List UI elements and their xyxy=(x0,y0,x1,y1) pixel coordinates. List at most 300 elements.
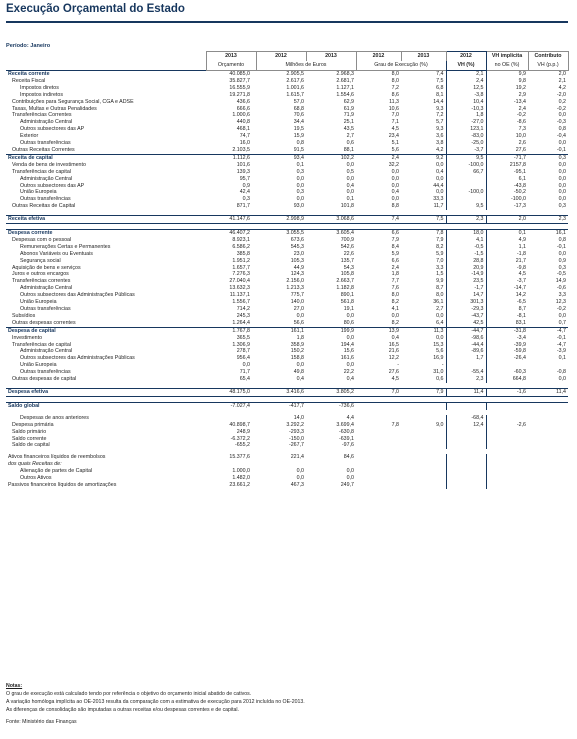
table-row xyxy=(6,429,568,436)
cell-value: 8,0 xyxy=(391,292,399,299)
cell-value xyxy=(528,442,568,449)
cell-value xyxy=(528,402,568,409)
cell-value: 10,0 xyxy=(515,133,526,140)
cell-value: 0,4 xyxy=(346,182,354,189)
cell-value: 57,0 xyxy=(293,98,304,105)
cell-value: 4,5 xyxy=(391,376,399,383)
cell-value: 4,1 xyxy=(391,306,399,312)
cell-value: 561,8 xyxy=(340,299,354,306)
table-row xyxy=(6,436,568,443)
cell-value: 4,9 xyxy=(518,236,526,243)
cell-value: -29,3 xyxy=(446,306,486,313)
cell-value: 3.699,4 xyxy=(336,421,354,428)
cell-value: 102,2 xyxy=(306,154,356,161)
row-label: Taxas, Multas e Outras Penalidades xyxy=(12,105,97,112)
cell-value: 27,0 xyxy=(293,306,304,312)
cell-value: 467,3 xyxy=(290,481,304,488)
cell-value: 14,0 xyxy=(293,414,304,421)
cell-value: 7,3 xyxy=(518,126,526,133)
cell-value xyxy=(528,415,568,422)
cell-value: 8,2 xyxy=(436,243,444,250)
row-label: Receita de capital xyxy=(6,154,206,161)
cell-value: 14,7 xyxy=(446,292,486,299)
cell-value: 2,1 xyxy=(446,71,486,78)
cell-value: 91,5 xyxy=(293,146,304,153)
cell-value: -0,5 xyxy=(446,244,486,251)
cell-value: -10,3 xyxy=(446,106,486,113)
title-rule xyxy=(6,21,568,23)
cell-value: 21,7 xyxy=(515,257,526,264)
cell-value xyxy=(486,429,528,436)
cell-value xyxy=(528,454,568,461)
table-row xyxy=(6,92,568,99)
cell-value: 16,1 xyxy=(528,230,568,237)
cell-value xyxy=(446,461,486,468)
cell-value: 8,4 xyxy=(391,243,399,250)
notes-heading: Notas: xyxy=(6,683,23,689)
cell-value: 11,7 xyxy=(433,203,444,210)
cell-value: 71,9 xyxy=(343,112,354,119)
cell-value: 93,4 xyxy=(256,154,306,161)
row-label: Outras despesas de capital xyxy=(12,376,77,383)
cell-value: 3,3 xyxy=(436,264,444,271)
cell-value: 13,9 xyxy=(356,327,401,334)
cell-value: 2,7 xyxy=(346,133,354,140)
cell-value: 2,0 xyxy=(528,71,568,78)
cell-value: 0,3 xyxy=(296,189,304,196)
table-row xyxy=(6,299,568,306)
cell-value: 0,0 xyxy=(296,175,304,182)
table-row xyxy=(6,71,568,78)
table-row xyxy=(6,313,568,320)
row-label: Saldo global xyxy=(6,402,206,409)
cell-value: - xyxy=(397,362,399,369)
table-row xyxy=(6,251,568,258)
budget-table xyxy=(6,51,569,489)
cell-value: 4,2 xyxy=(436,146,444,153)
cell-value: -14,9 xyxy=(446,271,486,278)
cell-value xyxy=(446,183,486,190)
cell-value: 7,0 xyxy=(356,388,401,396)
table-row xyxy=(6,147,568,154)
cell-value: 0,0 xyxy=(391,168,399,175)
cell-value xyxy=(306,461,356,468)
cell-value: 22,6 xyxy=(343,250,354,257)
cell-value: 9,5 xyxy=(446,154,486,161)
row-label: dos quais Receitas de: xyxy=(8,461,62,468)
cell-value: -0,2 xyxy=(516,112,526,119)
cell-value: 35.827,7 xyxy=(229,77,250,84)
cell-value: 1.767,8 xyxy=(206,327,256,334)
cell-value: 41.147,6 xyxy=(206,216,256,224)
row-label: Transferências de capital xyxy=(12,341,71,348)
cell-value: -293,3 xyxy=(288,428,304,435)
header-col-ge-2013: 2013 xyxy=(401,52,446,62)
table-row xyxy=(6,183,568,190)
cell-value: -6.372,2 xyxy=(230,435,250,442)
cell-value: -98,6 xyxy=(446,335,486,342)
cell-value: -71,7 xyxy=(486,154,528,161)
row-label: Despesa primária xyxy=(12,421,54,428)
table-row xyxy=(6,237,568,244)
cell-value: -89,6 xyxy=(446,348,486,355)
cell-value xyxy=(206,461,256,468)
cell-value: 15,6 xyxy=(343,348,354,355)
cell-value xyxy=(446,475,486,482)
cell-value: 249,7 xyxy=(340,481,354,488)
cell-value: 10,6 xyxy=(388,105,399,112)
cell-value: -4,7 xyxy=(528,327,568,334)
cell-value: 4,4 xyxy=(346,414,354,421)
cell-value: 3.605,4 xyxy=(306,230,356,237)
row-label: Despesa de capital xyxy=(6,327,206,334)
table-row xyxy=(6,176,568,183)
table-row xyxy=(6,454,568,461)
cell-value: 135,7 xyxy=(340,257,354,264)
cell-value: 2,7 xyxy=(436,306,444,312)
cell-value: 93,0 xyxy=(293,203,304,210)
cell-value: -100,0 xyxy=(446,162,486,169)
cell-value: -2,6 xyxy=(516,421,526,428)
table-row xyxy=(6,415,568,422)
cell-value xyxy=(528,468,568,475)
cell-value: 7,9 xyxy=(391,236,399,243)
cell-value: 8,0 xyxy=(356,71,401,78)
cell-value: -8,1 xyxy=(516,312,526,319)
cell-value: 11,3 xyxy=(389,98,399,105)
cell-value: 8,1 xyxy=(436,91,444,98)
cell-value: 0,0 xyxy=(436,312,444,319)
cell-value xyxy=(401,461,446,468)
cell-value: 0,0 xyxy=(346,362,354,369)
cell-value: 9,0 xyxy=(436,421,444,428)
cell-value: 2,6 xyxy=(518,140,526,147)
cell-value xyxy=(356,482,401,489)
cell-value xyxy=(256,461,306,468)
row-label: Transferências de capital xyxy=(12,168,71,175)
cell-value xyxy=(401,436,446,443)
row-label: Outras Receitas Correntes xyxy=(12,146,75,153)
cell-value: 2,4 xyxy=(446,78,486,85)
cell-value: 161,1 xyxy=(256,327,306,334)
cell-value: 1.112,6 xyxy=(206,154,256,161)
cell-value: -43,7 xyxy=(446,313,486,320)
cell-value xyxy=(401,415,446,422)
cell-value: 0,0 xyxy=(436,189,444,196)
cell-value: 6,6 xyxy=(356,230,401,237)
table-row xyxy=(6,292,568,299)
table-row xyxy=(6,468,568,475)
cell-value: 365,5 xyxy=(236,334,250,341)
row-label: Despesa efetiva xyxy=(6,388,206,396)
cell-value: 0,0 xyxy=(436,175,444,182)
cell-value: 7,9 xyxy=(401,388,446,396)
cell-value: 0,6 xyxy=(346,140,354,147)
cell-value: -0,6 xyxy=(556,285,566,292)
cell-value: -655,2 xyxy=(234,442,250,449)
cell-value: 0,0 xyxy=(558,196,566,203)
cell-value: 5,6 xyxy=(391,146,399,153)
cell-value xyxy=(528,436,568,443)
cell-value: 7,2 xyxy=(436,112,444,119)
cell-value xyxy=(486,442,528,449)
cell-value: -0,1 xyxy=(556,243,566,250)
table-row xyxy=(6,376,568,383)
cell-value: 0,9 xyxy=(242,182,250,189)
cell-value: 158,8 xyxy=(290,355,304,362)
cell-value: 8,7 xyxy=(436,285,444,292)
cell-value xyxy=(528,475,568,482)
cell-value: 8,0 xyxy=(436,292,444,299)
cell-value: 0,0 xyxy=(558,250,566,257)
cell-value: 3.068,6 xyxy=(306,216,356,224)
cell-value: 6,8 xyxy=(436,84,444,91)
cell-value: 0,0 xyxy=(346,312,354,319)
cell-value: 0,8 xyxy=(296,140,304,147)
cell-value: 7,5 xyxy=(436,77,444,84)
table-row xyxy=(6,162,568,169)
cell-value: 7,2 xyxy=(391,84,399,91)
cell-value: -0,8 xyxy=(556,369,566,376)
table-row xyxy=(6,320,568,327)
cell-value: 0,0 xyxy=(558,312,566,319)
table-row xyxy=(6,327,568,334)
table-row xyxy=(6,369,568,376)
cell-value xyxy=(486,415,528,422)
table-row xyxy=(6,271,568,278)
cell-value: 3,6 xyxy=(436,133,444,140)
cell-value xyxy=(446,442,486,449)
table-row xyxy=(6,78,568,85)
cell-value xyxy=(486,402,528,409)
cell-value: -25,0 xyxy=(446,140,486,147)
row-label: Contribuições para Segurança Social, CGA e ADSE xyxy=(12,98,134,105)
cell-value: 7.276,3 xyxy=(232,271,250,278)
table-row xyxy=(6,265,568,272)
cell-value: 20,9 xyxy=(446,265,486,272)
cell-value: 19.271,8 xyxy=(229,91,250,98)
cell-value xyxy=(356,436,401,443)
cell-value: 0,0 xyxy=(346,175,354,182)
cell-value: 105,3 xyxy=(290,257,304,264)
cell-value: 27.040,4 xyxy=(229,278,250,285)
cell-value xyxy=(401,468,446,475)
cell-value: 0,4 xyxy=(391,189,399,196)
cell-value: -3,9 xyxy=(556,348,566,355)
cell-value: 1.306,9 xyxy=(232,341,250,348)
table-row xyxy=(6,140,568,147)
cell-value: -59,8 xyxy=(513,348,526,355)
cell-value: 0,3 xyxy=(296,168,304,175)
cell-value: 0,0 xyxy=(558,112,566,119)
header-col-2012: 2012 xyxy=(256,52,306,62)
cell-value: 1.951,2 xyxy=(232,257,250,264)
row-label: Receita corrente xyxy=(6,71,206,78)
cell-value: -6,5 xyxy=(516,299,526,306)
cell-value xyxy=(356,461,401,468)
cell-value: 1,8 xyxy=(296,334,304,341)
cell-value: 14,9 xyxy=(555,278,566,285)
cell-value: 0,3 xyxy=(558,203,566,210)
cell-value: 68,8 xyxy=(293,105,304,112)
cell-value: 12,5 xyxy=(446,85,486,92)
cell-value: 1.657,7 xyxy=(232,264,250,271)
cell-value: 8,2 xyxy=(391,319,399,326)
cell-value: 15,3 xyxy=(433,341,444,348)
cell-value: 1.127,1 xyxy=(336,84,354,91)
cell-value: 16,5 xyxy=(388,341,399,348)
cell-value: 6,4 xyxy=(436,319,444,326)
cell-value: 0,8 xyxy=(558,126,566,133)
cell-value: 3,8 xyxy=(436,140,444,147)
cell-value: -13,4 xyxy=(513,98,526,105)
cell-value: -417,7 xyxy=(256,402,306,409)
cell-value: 0,1 xyxy=(346,196,354,203)
cell-value: 0,9 xyxy=(558,257,566,264)
cell-value: 23,0 xyxy=(293,250,304,257)
cell-value: 18,0 xyxy=(446,230,486,237)
cell-value: 1.554,6 xyxy=(336,91,354,98)
row-label: União Europeia xyxy=(20,299,57,306)
cell-value: 80,6 xyxy=(343,319,354,326)
cell-value: 123,1 xyxy=(446,126,486,133)
cell-value: 15,9 xyxy=(293,133,304,140)
cell-value: 11,3 xyxy=(401,327,446,334)
cell-value: 1,8 xyxy=(391,271,399,278)
cell-value: 14,2 xyxy=(515,292,526,299)
cell-value: 3.805,2 xyxy=(306,388,356,396)
cell-value: 12,4 xyxy=(446,422,486,429)
table-row xyxy=(6,154,568,161)
cell-value: 161,6 xyxy=(340,355,354,362)
cell-value: -100,0 xyxy=(510,196,526,203)
row-label: Administração Central xyxy=(20,119,73,126)
cell-value: 2,3 xyxy=(446,216,486,224)
cell-value: 62,9 xyxy=(343,98,354,105)
row-label: Subsídios xyxy=(12,312,36,319)
table-row xyxy=(6,482,568,489)
cell-value: 5,7 xyxy=(436,119,444,126)
cell-value: 8,0 xyxy=(391,77,399,84)
cell-value: 11,4 xyxy=(528,388,568,396)
source-line: Fonte: Ministério das Finanças xyxy=(6,719,77,725)
cell-value xyxy=(486,436,528,443)
row-label: Juros e outros encargos xyxy=(12,271,69,278)
cell-value: 0,0 xyxy=(436,161,444,168)
header-col-contributo: Contributo xyxy=(528,52,568,62)
row-label: Transferências Correntes xyxy=(12,112,72,119)
cell-value xyxy=(446,482,486,489)
cell-value: 0,1 xyxy=(296,161,304,168)
cell-value: 0,4 xyxy=(391,334,399,341)
cell-value: 101,6 xyxy=(236,161,250,168)
cell-value: 0,0 xyxy=(346,161,354,168)
cell-value: 61,9 xyxy=(343,105,354,112)
cell-value: -31,8 xyxy=(486,327,528,334)
cell-value xyxy=(401,454,446,461)
cell-value: 1.482,0 xyxy=(232,475,250,482)
cell-value: 1.213,3 xyxy=(286,285,304,292)
cell-value: 0,8 xyxy=(558,236,566,243)
cell-value: -267,7 xyxy=(288,442,304,449)
cell-value: 9,8 xyxy=(518,77,526,84)
cell-value xyxy=(446,402,486,409)
cell-value: 36,1 xyxy=(433,299,444,306)
table-row xyxy=(6,355,568,362)
cell-value: 2.968,3 xyxy=(306,71,356,78)
cell-value: 1,7 xyxy=(446,355,486,362)
row-label: Outras despesas correntes xyxy=(12,319,76,326)
cell-value: 40.085,0 xyxy=(206,71,256,78)
cell-value: 0,0 xyxy=(296,312,304,319)
cell-value: 33,3 xyxy=(433,196,444,203)
cell-value: 2.905,5 xyxy=(256,71,306,78)
row-label: Impostos indiretos xyxy=(20,91,63,98)
cell-value: 6,1 xyxy=(518,175,526,182)
row-label: Ativos financeiros líquidos de reembolsos xyxy=(8,454,106,461)
cell-value: 4,5 xyxy=(518,271,526,278)
cell-value: -50,2 xyxy=(513,189,526,196)
cell-value: -95,1 xyxy=(513,168,526,175)
cell-value xyxy=(486,454,528,461)
cell-value: 2,4 xyxy=(518,105,526,112)
table-row xyxy=(6,106,568,113)
note-line: As diferenças de consolidação são imputadas a outras receitas e/ou despesas correntes e de capital. xyxy=(6,707,239,713)
cell-value: 2.156,0 xyxy=(286,278,304,285)
cell-value: 666,6 xyxy=(236,105,250,112)
cell-value xyxy=(446,454,486,461)
cell-value: 0,0 xyxy=(558,189,566,196)
cell-value: 0,0 xyxy=(558,376,566,383)
cell-value: 2,1 xyxy=(558,77,566,84)
cell-value: 48.175,0 xyxy=(206,388,256,396)
cell-value: -17,3 xyxy=(513,203,526,210)
note-line: A variação homóloga implícita ao OE-2013 resulta da comparação com a estimativa de execução para 2012 incluída no OE-2013. xyxy=(6,699,305,705)
cell-value: -0,1 xyxy=(556,146,566,153)
cell-value: 71,7 xyxy=(239,369,250,376)
cell-value: 194,4 xyxy=(340,341,354,348)
cell-value: 385,8 xyxy=(236,250,250,257)
row-label: Saldo de capital xyxy=(12,442,50,449)
cell-value: 0,0 xyxy=(346,334,354,341)
cell-value: 0,4 xyxy=(346,376,354,383)
table-row xyxy=(6,112,568,119)
row-label: Administração Central xyxy=(20,175,73,182)
cell-value: 42,4 xyxy=(239,189,250,196)
cell-value xyxy=(446,362,486,369)
cell-value: 19,5 xyxy=(293,126,304,133)
cell-value xyxy=(401,402,446,409)
table-row xyxy=(6,335,568,342)
header-milhoes: Milhões de Euros xyxy=(256,61,356,71)
cell-value: 3.292,2 xyxy=(286,421,304,428)
cell-value: -9,8 xyxy=(516,264,526,271)
cell-value: 8,2 xyxy=(391,299,399,306)
cell-value: 6,6 xyxy=(391,257,399,264)
table-row xyxy=(6,475,568,482)
cell-value: 0,0 xyxy=(558,161,566,168)
cell-value: -0,2 xyxy=(556,105,566,112)
cell-value: 1.000,6 xyxy=(232,112,250,119)
cell-value xyxy=(486,482,528,489)
cell-value xyxy=(206,415,256,422)
header-orcamento: Orçamento xyxy=(206,61,256,71)
header-col-ge-2012: 2012 xyxy=(356,52,401,62)
cell-value: 49,8 xyxy=(293,369,304,376)
row-label: Receita Fiscal xyxy=(12,77,46,84)
cell-value xyxy=(528,362,568,369)
table-row xyxy=(6,348,568,355)
